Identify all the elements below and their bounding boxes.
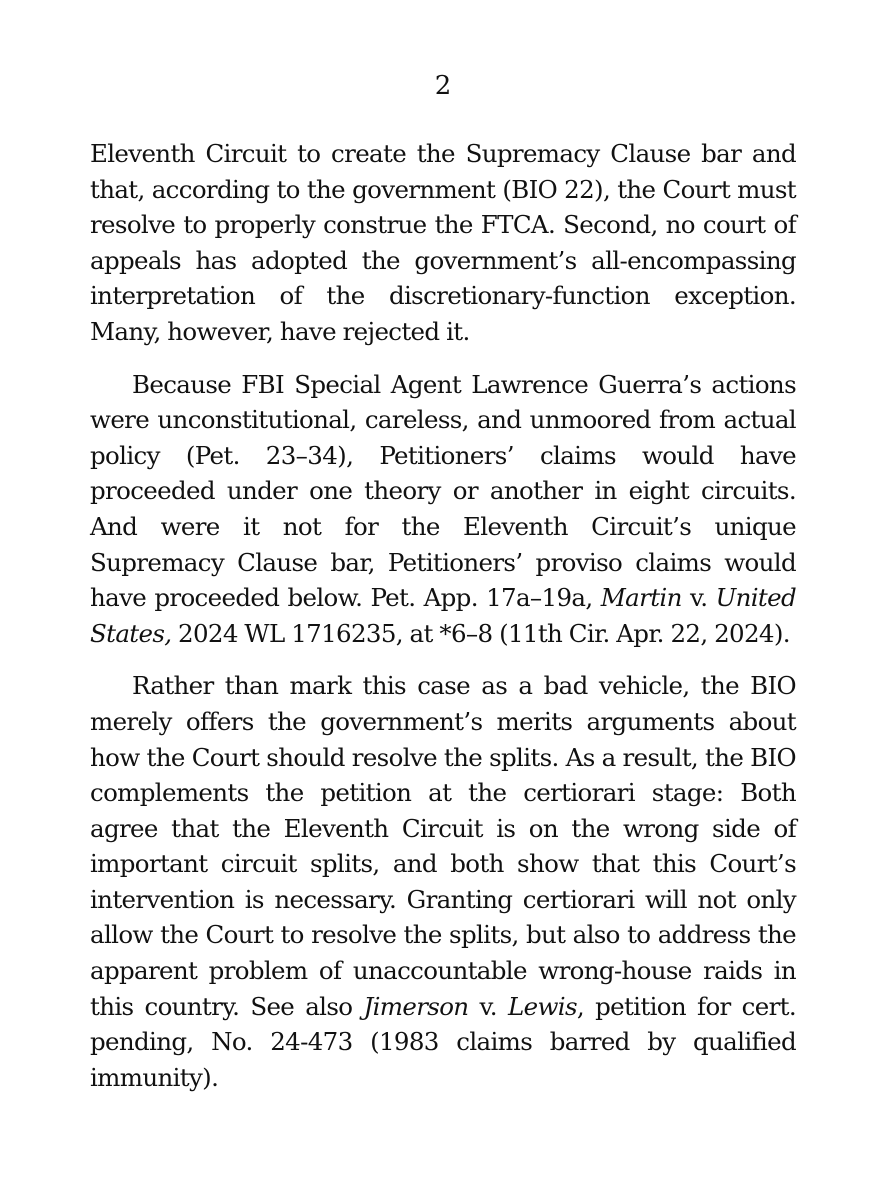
case-versus: v. bbox=[468, 991, 508, 1021]
page-number: 2 bbox=[434, 71, 452, 101]
paragraph-2 bbox=[90, 367, 796, 652]
paragraph-1 bbox=[90, 136, 796, 350]
case-name-lewis: Lewis bbox=[508, 991, 577, 1021]
paragraph-3-text-end: , petition for cert. pending, No. 24-473 (1983 claims barred by qualified immunity). bbox=[90, 991, 796, 1092]
case-versus: v. bbox=[681, 583, 716, 613]
paragraph-1-text: Eleventh Circuit to create the Supremacy Clause bar and that, according to the government (BIO 22), the Court must resolve to properly construe the FTCA. Second, no court of appeals has adopted the government’s all-encompassing interpretation of the discretionary-function exception. Many, however, have rejected it. bbox=[90, 139, 796, 346]
paragraph-3-text-start: Rather than mark this case as a bad vehicle, the BIO merely offers the government’s merits arguments about how the Court should resolve the splits. As a result, the BIO complements the petition at the certiorari stage: Both agree that the Eleventh Circuit is on the wrong side of important circuit splits, and both show that this Court’s intervention is necessary. Granting certiorari will not only allow the Court to resolve the splits, but also to address the apparent problem of unaccountable wrong-house raids in this country. See also bbox=[90, 671, 796, 1021]
paragraph-2-text-end: 2024 WL 1716235, at *6–8 (11th Cir. Apr. 22, 2024). bbox=[171, 618, 790, 648]
paragraph-2-text-start: Because FBI Special Agent Lawrence Guerra’s actions were unconstitutional, careless, and unmoored from actual policy (Pet. 23–34), Petitioners’ claims would have proceeded under one theory or another in eight circuits. And were it not for the Eleventh Circuit’s unique Supremacy Clause bar, Petitioners’ proviso claims would have proceeded below. Pet. App. 17a–19a, bbox=[90, 369, 796, 613]
case-name-united-states: United States, bbox=[90, 583, 796, 648]
case-name-jimerson: Jimerson bbox=[363, 991, 469, 1021]
paragraph-3 bbox=[90, 668, 796, 1095]
case-name-martin: Martin bbox=[600, 583, 682, 613]
document-page bbox=[90, 64, 796, 1112]
